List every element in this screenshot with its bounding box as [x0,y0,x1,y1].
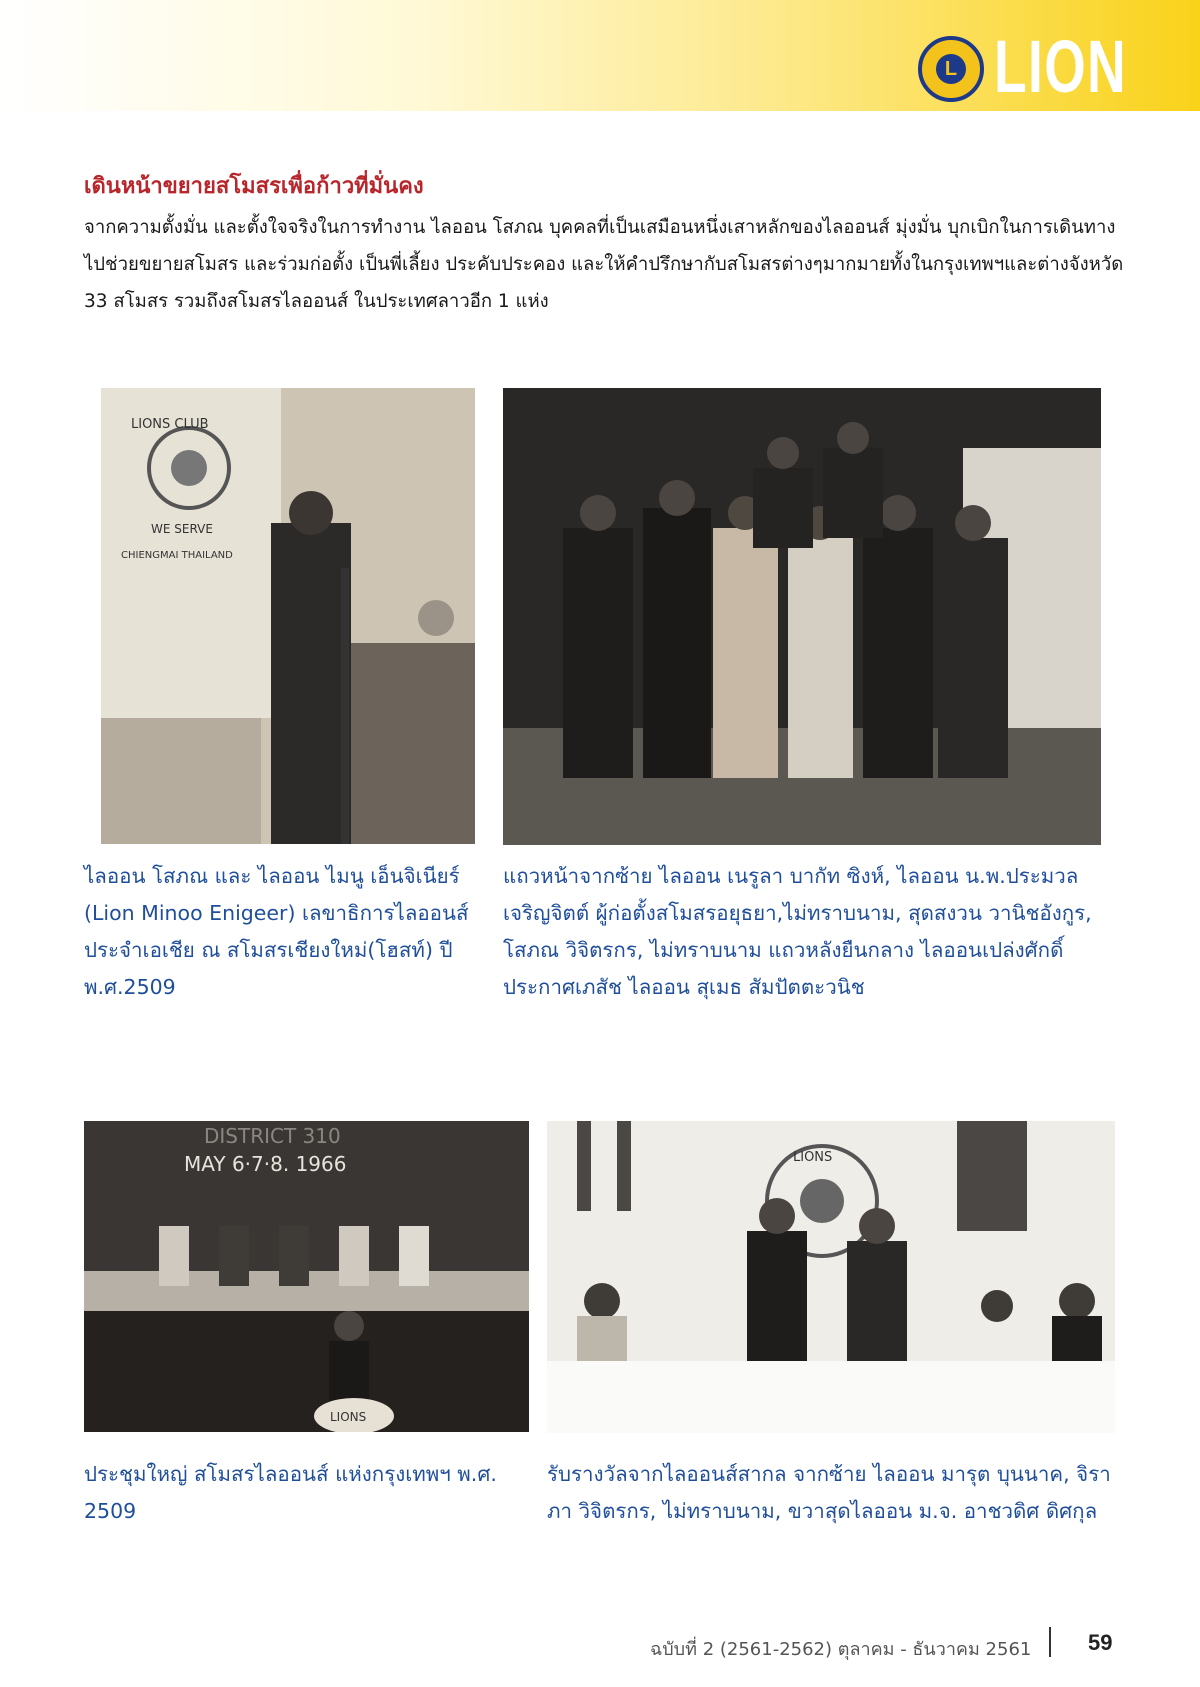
photo-district-convention [84,1121,529,1432]
page-number: 59 [1088,1630,1113,1655]
lions-logo-icon [918,36,984,102]
photo-caption-4: รับรางวัลจากไลออนส์สากล จากซ้าย ไลออน มารุต บุนนาค, จิราภา วิจิตรกร, ไม่ทราบนาม, ขวาสุดไลออน ม.จ. อาชวดิศ ดิศกุล [547,1462,1111,1523]
photo-caption-1: ไลออน โสภณ และ ไลออน ไมนู เอ็นจิเนียร์ (Lion Minoo Enigeer) เลขาธิการไลออนส์ประจำเอเชีย ณ สโมสรเชียงใหม่(โฮสท์) ปี พ.ศ.2509 [84,864,469,999]
photo-caption-3: ประชุมใหญ่ สโมสรไลออนส์ แห่งกรุงเทพฯ พ.ศ. 2509 [84,1462,497,1523]
photo-banner-district: DISTRICT 310 [204,1124,341,1148]
photo-group-portrait [503,388,1101,845]
photo-podium-lions: LIONS [330,1410,367,1424]
photo-chiangmai-speech [101,388,475,844]
article-heading: เดินหน้าขยายสโมสรเพื่อก้าวที่มั่นคง [84,174,424,199]
photo-award-ceremony [547,1121,1115,1433]
photo-banner-date: MAY 6·7·8. 1966 [184,1152,347,1176]
logo-text: LION [994,25,1128,108]
logo-emblem-letter: L [936,54,966,84]
article-intro: จากความตั้งมั่น และตั้งใจจริงในการทำงาน ไลออน โสภณ บุคคลที่เป็นเสมือนหนึ่งเสาหลักของไลออนส์ มุ่งมั่น บุกเบิกในการเดินทางไปช่วยขยายสโมสร และร่วมก่อตั้ง เป็นพี่เลี้ยง ประคับประคอง และให้คำปรึกษากับสโมสรต่างๆมากมายทั้งในกรุงเทพฯและต่างจังหวัด 33 สโมสร รวมถึงสโมสรไลออนส์ ในประเทศลาวอีก 1 แห่ง [84,217,1124,312]
footer-divider [1049,1627,1051,1657]
photo-signage-lions-club: LIONS CLUB [131,417,209,432]
photo-signage-chiengmai: CHIENGMAI THAILAND [121,550,233,561]
photo-caption-2: แถวหน้าจากซ้าย ไลออน เนรูลา บากัท ซิงห์, ไลออน น.พ.ประมวล เจริญจิตต์ ผู้ก่อตั้งสโมสรอยุธยา,ไม่ทราบนาม, สุดสงวน วานิชอังกูร, โสภณ วิจิตรกร, ไม่ทราบนาม แถวหลังยืนกลาง ไลออนเปล่งศักดิ์ ประกาศเภสัช ไลออน สุเมธ สัมปัตตะวนิช [503,864,1092,999]
photo-signage-we-serve: WE SERVE [151,522,213,536]
footer-issue: ฉบับที่ 2 (2561-2562) ตุลาคม - ธันวาคม 2561 [650,1639,1032,1660]
photo-emblem-lions: LIONS [793,1150,833,1165]
